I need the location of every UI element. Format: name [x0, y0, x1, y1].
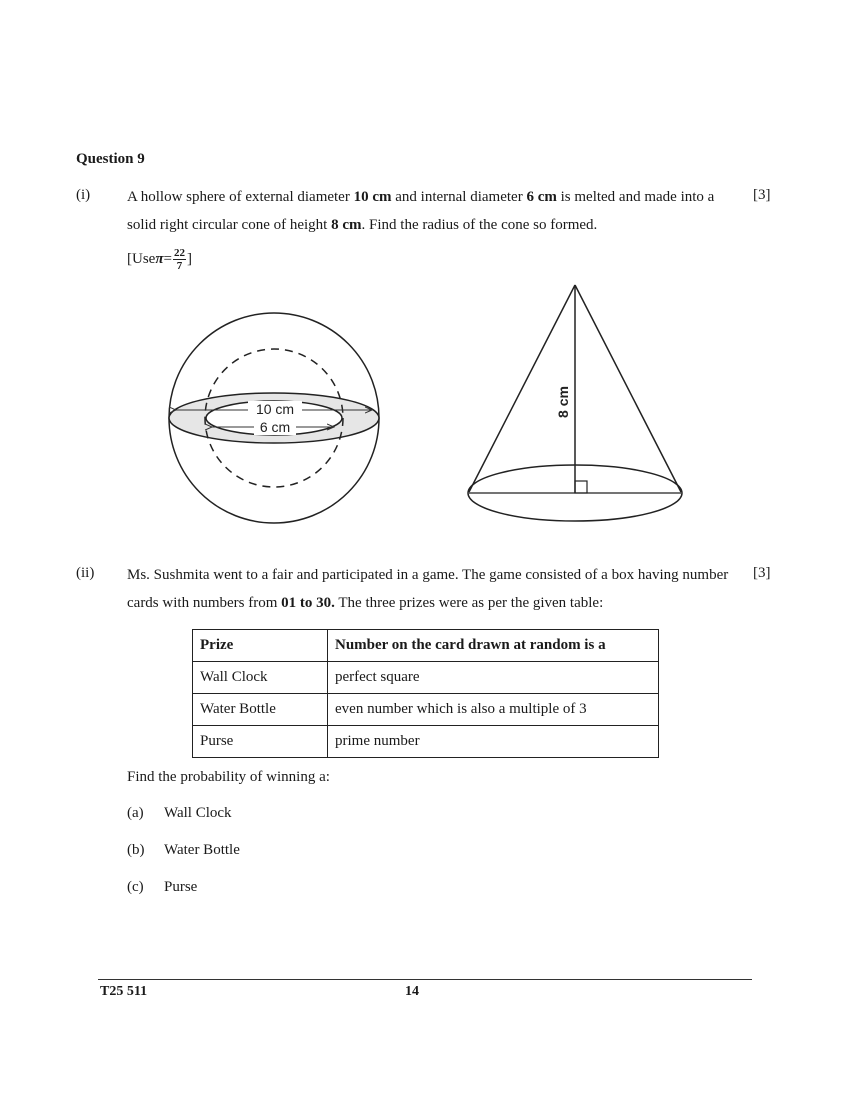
- table-header-row: [193, 630, 659, 662]
- part-ii-marks: [3]: [753, 565, 771, 581]
- option-text: Purse: [164, 879, 198, 895]
- cone-right-edge: [575, 285, 681, 492]
- table-row: [193, 694, 659, 726]
- cone-figure: [462, 278, 692, 528]
- inner-diameter-label: 6 cm: [259, 419, 291, 435]
- option-label: (b): [127, 842, 145, 858]
- option-text: Water Bottle: [164, 842, 240, 858]
- pi-hint: [Use π = $\frac{22}{7}$ ]: [127, 246, 192, 272]
- probability-instruction: Find the probability of winning a:: [127, 769, 330, 785]
- paper-code: T25 511: [100, 984, 148, 999]
- part-i-text: A hollow sphere of external diameter 10 cm and internal diameter 6 cm is melted and made into a solid right circular cone of height 8 cm. Find the radius of the cone so formed.: [127, 189, 715, 233]
- table-cell: Wall Clock: [193, 662, 328, 694]
- option-label: (a): [127, 805, 144, 821]
- footer-divider: [98, 979, 752, 980]
- hollow-sphere-figure: [160, 305, 390, 530]
- table-header: Number on the card drawn at random is a: [328, 630, 659, 662]
- table-cell: even number which is also a multiple of 3: [328, 694, 659, 726]
- page-number: 14: [405, 984, 419, 999]
- table-header: Prize: [193, 630, 328, 662]
- table-row: [193, 662, 659, 694]
- table-cell: Water Bottle: [193, 694, 328, 726]
- table-cell: prime number: [328, 726, 659, 758]
- part-i-label: (i): [76, 187, 91, 203]
- table-cell: perfect square: [328, 662, 659, 694]
- prize-table: [192, 629, 659, 758]
- cone-height-label: 8 cm: [555, 386, 571, 418]
- question-title: Question 9: [76, 151, 145, 167]
- part-ii-label: (ii): [76, 565, 95, 581]
- part-i-marks: [3]: [753, 187, 771, 203]
- option-label: (c): [127, 879, 144, 895]
- table-cell: Purse: [193, 726, 328, 758]
- option-text: Wall Clock: [164, 805, 232, 821]
- part-ii-text: Ms. Sushmita went to a fair and participated in a game. The game consisted of a box having number cards with numbers from 01 to 30. The three prizes were as per the given table:: [127, 567, 729, 611]
- outer-diameter-label: 10 cm: [255, 401, 295, 417]
- table-row: [193, 726, 659, 758]
